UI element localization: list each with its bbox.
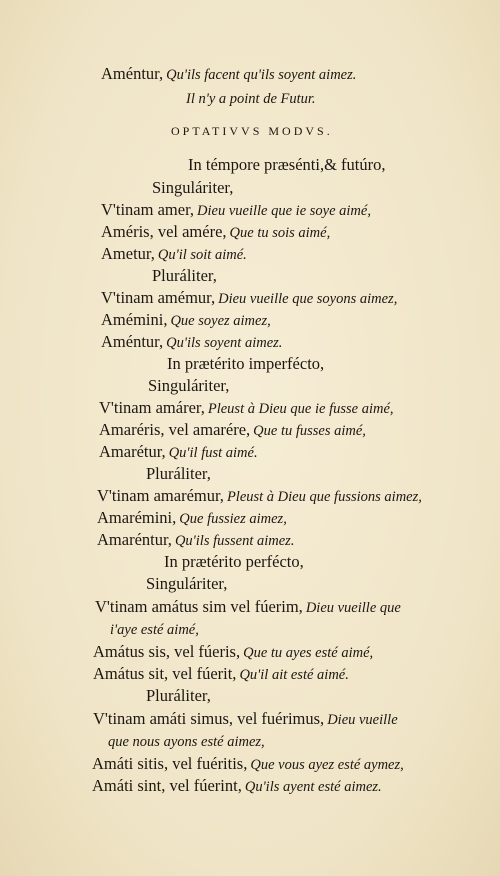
french-gloss: que nous ayons esté aimez, [108, 734, 265, 750]
latin-text: V'tinam amarémur, [97, 486, 224, 505]
text-line [152, 178, 233, 198]
latin-text: Singuláriter, [146, 574, 228, 593]
french-gloss: Que tu ayes esté aimé, [243, 645, 374, 661]
french-gloss: Que fussiez aimez, [179, 511, 287, 527]
text-line [110, 619, 199, 640]
latin-text: In prætérito perfécto, [164, 552, 304, 571]
latin-text: OPTATIVVS MODVS. [171, 124, 333, 138]
latin-text: In témpore præsénti,& futúro, [188, 155, 386, 174]
text-line [99, 420, 366, 441]
latin-text: Amarétur, [99, 442, 166, 461]
text-line [101, 310, 271, 331]
french-gloss: Qu'ils facent qu'ils soyent aimez. [166, 67, 357, 83]
text-line [101, 200, 371, 221]
section-heading [171, 121, 333, 141]
latin-text: Ametur, [101, 244, 155, 263]
latin-text: Amátus sit, vel fúerit, [93, 664, 237, 683]
french-gloss: Pleust à Dieu que ie fusse aimé, [207, 401, 394, 417]
french-gloss: Qu'ils ayent esté aimez. [244, 779, 382, 795]
text-line [97, 530, 294, 551]
text-line [148, 376, 229, 396]
french-gloss: Que tu fusses aimé, [253, 423, 366, 439]
french-gloss: Pleust à Dieu que fussions aimez, [226, 489, 422, 505]
french-gloss: i'aye esté aimé, [110, 622, 199, 638]
french-gloss: Qu'ils soyent aimez. [166, 335, 283, 351]
french-gloss: Dieu vueille que soyons aimez, [218, 291, 398, 307]
text-line [101, 64, 356, 85]
latin-text: V'tinam amémur, [101, 288, 216, 307]
latin-text: Améntur, [101, 64, 164, 83]
text-line [101, 332, 282, 353]
latin-text: Améris, vel amére, [101, 222, 227, 241]
french-gloss: Que tu sois aimé, [229, 225, 331, 241]
latin-text: V'tinam amátus sim vel fúerim, [95, 597, 303, 616]
latin-text: Pluráliter, [146, 686, 211, 705]
latin-text: V'tinam amáti simus, vel fuérimus, [93, 709, 325, 728]
latin-text: Singuláriter, [148, 376, 230, 395]
french-gloss: Qu'il fust aimé. [168, 445, 258, 461]
latin-text: Amáti sint, vel fúerint, [92, 776, 242, 795]
latin-text: Amarémini, [97, 508, 177, 527]
french-gloss: Dieu vueille [327, 712, 398, 728]
french-gloss: Qu'il soit aimé. [157, 247, 247, 263]
latin-text: Pluráliter, [146, 464, 211, 483]
text-line [95, 597, 401, 618]
text-line [146, 574, 227, 594]
latin-text: Singuláriter, [152, 178, 234, 197]
text-line [164, 552, 304, 572]
latin-text: Amaréntur, [97, 530, 172, 549]
text-line [101, 244, 247, 265]
text-line [108, 731, 265, 752]
text-line [152, 266, 217, 286]
text-line [188, 155, 386, 175]
text-line [97, 508, 287, 529]
text-line [97, 486, 422, 507]
latin-text: Pluráliter, [152, 266, 217, 285]
french-gloss: Qu'ils fussent aimez. [174, 533, 295, 549]
latin-text: Amémini, [101, 310, 168, 329]
latin-text: Amáti sitis, vel fuéritis, [92, 754, 248, 773]
french-gloss: Dieu vueille que [305, 600, 401, 616]
latin-text: In prætérito imperfécto, [167, 354, 325, 373]
french-gloss: Que vous ayez esté aymez, [250, 757, 404, 773]
latin-text: V'tinam amer, [101, 200, 195, 219]
text-line [93, 642, 373, 663]
french-gloss: Dieu vueille que ie soye aimé, [197, 203, 371, 219]
text-line [101, 222, 330, 243]
text-line [93, 709, 398, 730]
latin-text: Améntur, [101, 332, 164, 351]
text-line [92, 776, 382, 797]
text-line [99, 442, 258, 463]
text-line [146, 686, 211, 706]
text-line [93, 664, 349, 685]
french-gloss: Que soyez aimez, [170, 313, 271, 329]
french-gloss: Qu'il ait esté aimé. [239, 667, 349, 683]
text-line [146, 464, 211, 484]
text-line [101, 288, 397, 309]
text-line [186, 88, 316, 109]
french-gloss: Il n'y a point de Futur. [186, 91, 316, 107]
latin-text: Amátus sis, vel fúeris, [93, 642, 241, 661]
latin-text: V'tinam amárer, [99, 398, 205, 417]
latin-text: Amaréris, vel amarére, [99, 420, 251, 439]
text-line [99, 398, 394, 419]
text-line [92, 754, 404, 775]
text-line [167, 354, 324, 374]
